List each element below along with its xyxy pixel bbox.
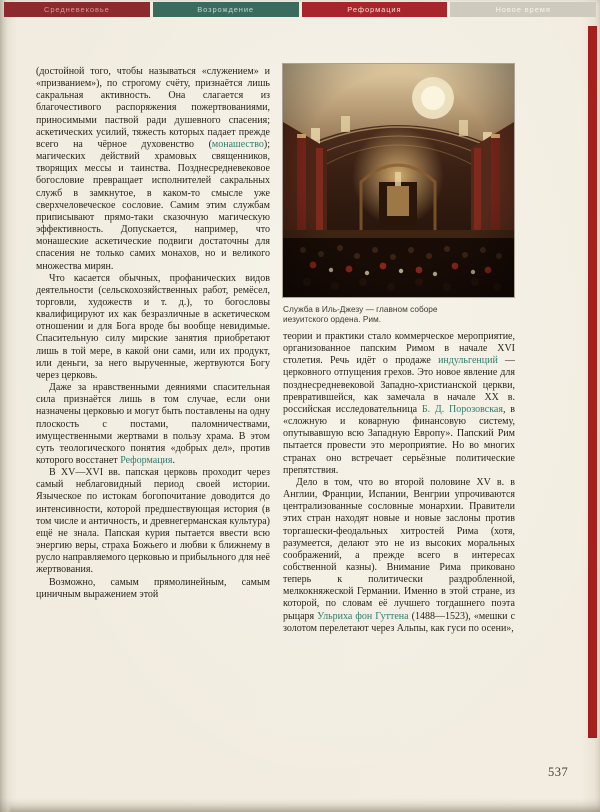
- page-edge-shading: [0, 0, 12, 812]
- text-segment: (1488—1523), «мешки с золотом перелетают через Альпы, как гуси по осени»,: [283, 610, 515, 634]
- scan-bottom-shadow: [0, 798, 600, 812]
- section-color-stripe: [588, 26, 597, 738]
- tab-vozrozhdenie: [153, 2, 299, 17]
- highlighted-term: Б. Д. Порозовская: [421, 403, 503, 415]
- paragraph: [283, 331, 515, 477]
- text-segment: , в «сложную и коварную финансовую систему, опутывавшую всю Западную Европу». Папский Рим пытается провести это мероприятие. Но во многих странах оно встречает серьёзные политические препятствия.: [283, 403, 515, 476]
- column-left: [36, 66, 270, 758]
- text-segment: (достойной того, чтобы называться «служением» и «призванием»), по строгому счёту, признаётся лишь сакральная активность. Она слагается из благочестивого распоряжения пожертвованиями, приносимыми паствой ради душевного спасения; аскетических усилий, тяжесть которых падает прежде всего на чёрное духовенство (: [36, 66, 270, 150]
- section-tabbar: [4, 2, 596, 17]
- text-segment: .: [172, 455, 176, 466]
- tab-label: Возрождение: [197, 5, 254, 14]
- highlighted-term: Реформация: [120, 455, 173, 466]
- tab-label: Реформация: [347, 5, 402, 14]
- tab-reformatsia: [302, 2, 448, 17]
- tab-label: Средневековье: [44, 5, 110, 14]
- text-segment: Что касается обычных, профанических видов деятельности (сельскохозяйственных работ, ремёсел, торговли, художеств и т. д.), то богословы квалифицируют их как безразличные в аскетическом отношении и для Бога вроде бы вообще невидимые. Спасительную силу мирские занятия приобретают лишь в той мере, в какой они сами, или их продукт, или деньги, за него вырученные, жертвуются Богу через церковь.: [36, 272, 270, 381]
- highlighted-term: индульгенций: [438, 355, 498, 367]
- highlighted-term: монашество: [211, 138, 264, 150]
- paragraph: [36, 382, 270, 467]
- text-segment: теории и практики стало коммерческое мероприятие, организованное папским Римом в начале XVI столетия. Речь идёт о продаже: [283, 331, 515, 367]
- text-segment: — церковного отпущения грехов. Это новое явление для позднесредневековой Западно-христианской церкви, превратившейся, как замечала в начале XX в. российская исследовательница: [283, 355, 515, 415]
- tab-novoe-vremya: [450, 2, 596, 17]
- figure-caption: Служба в Иль-Джезу — главном соборе иезуитского ордена. Рим.: [283, 304, 438, 324]
- church-interior-painting: [283, 64, 514, 297]
- page-number: 537: [548, 765, 569, 779]
- paragraph: [36, 467, 270, 576]
- paragraph: [36, 577, 270, 601]
- paragraph: [36, 273, 270, 382]
- paragraph: [36, 66, 270, 273]
- tab-label: Новое время: [495, 5, 551, 14]
- column-right: [283, 331, 515, 747]
- tab-srednevekovye: [4, 2, 150, 17]
- highlighted-term: Ульриха фон Гуттена: [317, 610, 409, 622]
- figure-church-service: [283, 64, 514, 324]
- paragraph: [283, 477, 515, 635]
- text-segment: ); магических действий храмовых священников, творящих мессы и таинства. Позднесредневековое богословие превращает исполнителей сакральных служб в замкнутое, в каком-то смысле уже сверхчеловеческое сословие. Самим этим службам приписывают прямо-таки сказочную магическую эффективность. Допускается, например, что монашеские аскетические подвиги достаточны для спасения не только самих монахов, но и великого множества мирян.: [36, 138, 270, 272]
- text-segment: Дело в том, что во второй половине XV в. в Англии, Франции, Испании, Венгрии упрочиваются централизованные сословные монархии. Правители этих стран находят новые и новые заслоны против торгашески-феодальных хитростей Рима (хотя, разумеется, делают это не из высоких моральных соображений, а прежде всего в интересах собственной казны). Внимание Рима приковано теперь к политически раздробленной, мелкокняжеской Германии. Именно в этой стране, из которой, по словам её лучшего тогдашнего поэта рыцаря: [283, 476, 515, 622]
- text-segment: В XV—XVI вв. папская церковь проходит через самый неблаговидный период своей истории. Языческое по истокам богопочитание доводится до интенсивности, которой предшествующая история (в том числе и античность, и древнегерманская культура) ещё не знала. Папская курия пытается ввести всю энергию веры, страха Божьего и любви к ближнему в русло направляемого церковью и прибыльного для неё жертвования.: [36, 467, 270, 576]
- text-segment: Даже за нравственными деяниями спасительная сила признаётся лишь в том случае, если они назначены церковью и могут быть поставлены на одну плоскость с постами, паломничествами, имущественными жертвами в пользу храма. В этом суть теологического понятия «добрых дел», против которого восстанет: [36, 382, 270, 466]
- text-segment: Возможно, самым прямолинейным, самым циничным выражением этой: [36, 576, 270, 600]
